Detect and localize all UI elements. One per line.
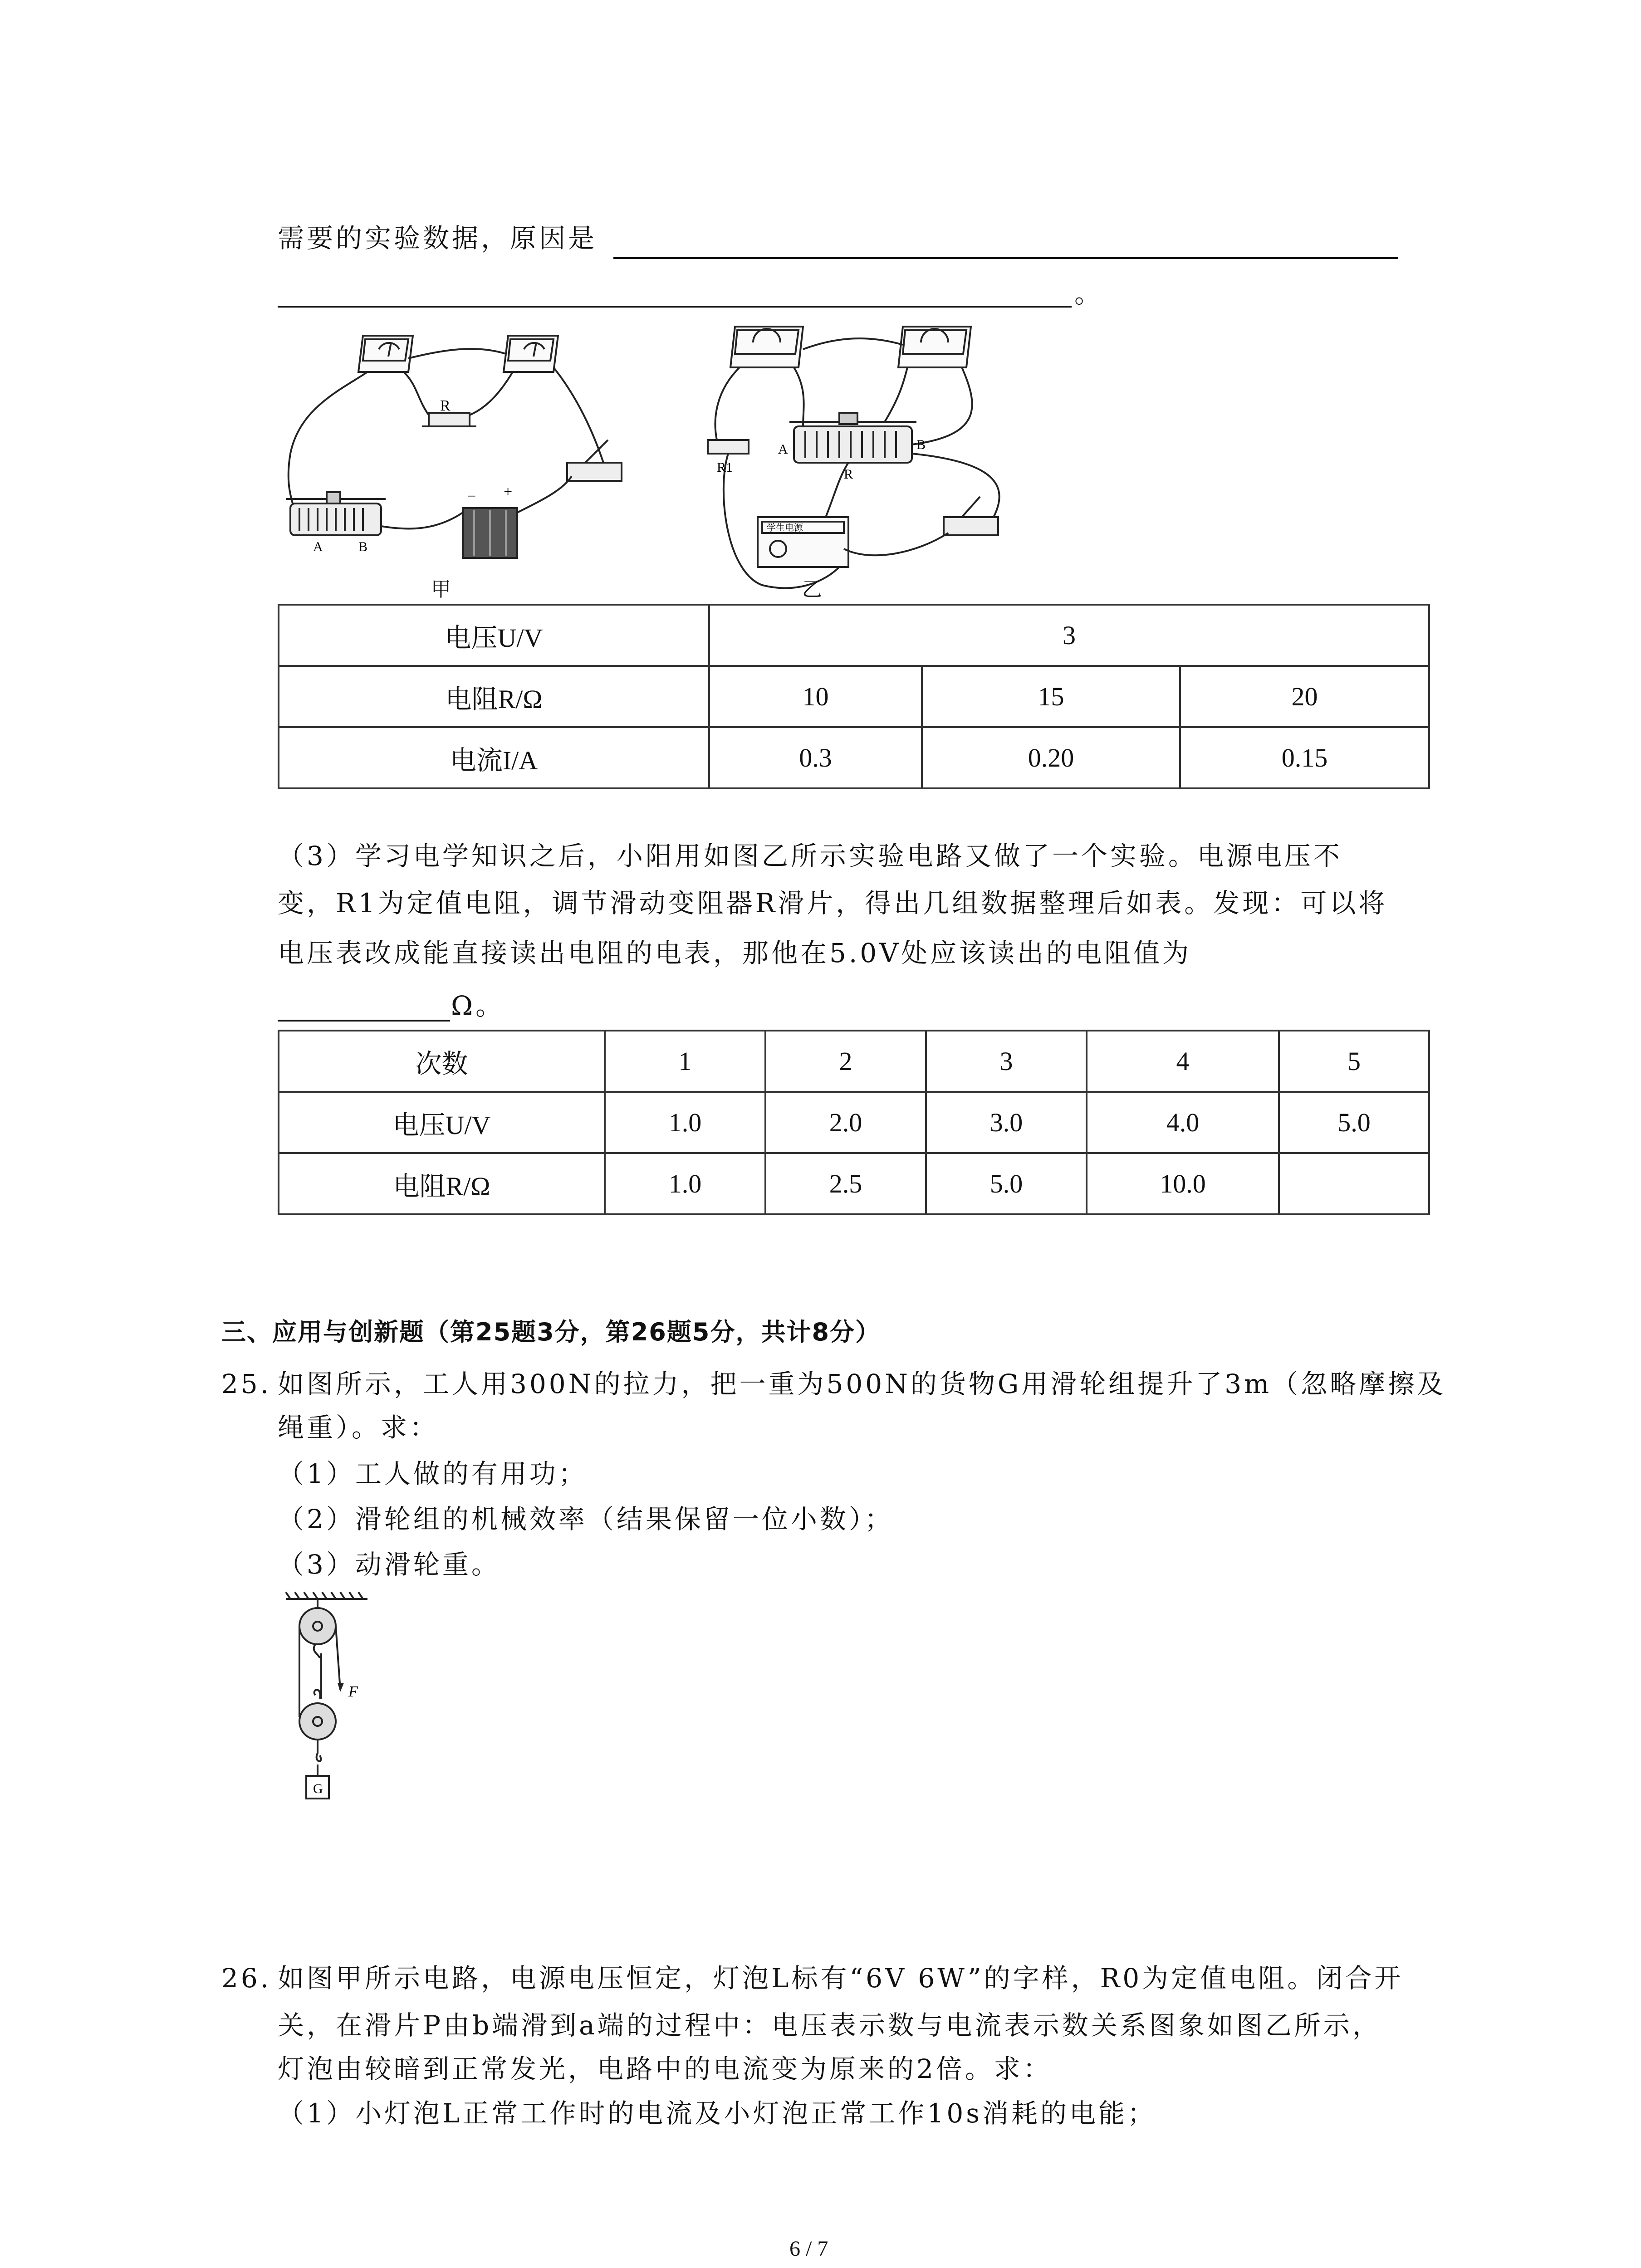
table-header: 4 [1087,1031,1279,1092]
label-minus: − [467,488,476,505]
label-plus: + [504,484,513,500]
table-cell: 1.0 [605,1153,765,1214]
row-label-resistance: 电阻R/Ω [279,1153,605,1214]
answer-blank-1[interactable] [613,257,1398,259]
table-row [279,605,1429,666]
voltage-value: 3 [709,605,1429,666]
table-cell: 20 [1180,666,1429,727]
q26-number: 26. [221,1963,272,1994]
pulley-figure [281,1590,372,1826]
page-number: 6 / 7 [789,2237,828,2261]
part3-line1: （3）学习电学知识之后，小阳用如图乙所示实验电路又做了一个实验。电源电压不 [278,841,1342,871]
label-R1: R1 [717,460,733,475]
figure-caption-yi: 乙 [802,578,822,601]
table-cell: 5.0 [926,1153,1087,1214]
q26-line1: 如图甲所示电路，电源电压恒定，灯泡L标有“6V 6W”的字样，R0为定值电阻。闭合开 [278,1963,1404,1994]
weight-label: G [313,1781,323,1796]
q26-line3: 灯泡由较暗到正常发光，电路中的电流变为原来的2倍。求： [278,2053,1052,2084]
table-header: 5 [1279,1031,1429,1092]
figure-caption-jia: 甲 [431,578,451,601]
q25-sub1: （1）工人做的有用功； [278,1458,588,1489]
label-A: A [313,539,323,554]
q26-sub1: （1）小灯泡L正常工作时的电流及小灯泡正常工作10s消耗的电能； [278,2098,1156,2129]
label-R: R [440,397,451,414]
table-cell: 0.3 [709,727,922,788]
table-header: 1 [605,1031,765,1092]
table-row [279,1031,1429,1092]
circuit-figure-jia [272,318,635,608]
table-header: 2 [765,1031,926,1092]
q24-line2-end: 。 [1074,278,1104,309]
q25-line1: 如图所示，工人用300N的拉力，把一重为500N的货物G用滑轮组提升了3m（忽略摩擦及 [278,1369,1446,1399]
row-label-voltage: 电压U/V [279,1092,605,1153]
table-cell: 2.5 [765,1153,926,1214]
label-B: B [358,539,368,554]
table-cell: 10 [709,666,922,727]
table-cell: 5.0 [1279,1092,1429,1153]
part3-line4: Ω。 [451,990,505,1021]
q25-number: 25. [221,1369,272,1399]
table-row [279,1153,1429,1214]
circuit-figure-yi [690,318,1053,599]
section-heading: 三、应用与创新题（第25题3分，第26题5分，共计8分） [221,1318,881,1346]
data-table-1 [278,604,1430,789]
table-cell: 4.0 [1087,1092,1279,1153]
table-cell: 0.15 [1180,727,1429,788]
label-R: R [844,467,853,482]
table-cell: 1.0 [605,1092,765,1153]
part3-line2: 变，R1为定值电阻，调节滑动变阻器R滑片，得出几组数据整理后如表。发现：可以将 [278,888,1388,919]
row-label-voltage: 电压U/V [279,605,709,666]
answer-blank-2[interactable] [278,306,1072,308]
table-header: 3 [926,1031,1087,1092]
q25-sub2: （2）滑轮组的机械效率（结果保留一位小数）； [278,1504,894,1535]
label-supply: 学生电源 [767,522,803,533]
table-cell: 10.0 [1087,1153,1279,1214]
label-B: B [916,437,926,452]
q24-line1: 需要的实验数据，原因是 [278,223,598,254]
table-row [279,727,1429,788]
label-A: A [778,442,788,457]
row-label-resistance: 电阻R/Ω [279,666,709,727]
table-cell: 3.0 [926,1092,1087,1153]
table-cell: 15 [922,666,1180,727]
table-cell-empty[interactable] [1279,1153,1429,1214]
data-table-2 [278,1030,1430,1215]
force-label: F [348,1683,358,1700]
table-header: 次数 [279,1031,605,1092]
q25-sub3: （3）动滑轮重。 [278,1549,500,1580]
table-cell: 0.20 [922,727,1180,788]
q26-line2: 关，在滑片P由b端滑到a端的过程中：电压表示数与电流表示数关系图象如图乙所示， [278,2010,1381,2041]
q25-line2: 绳重）。求： [278,1412,439,1443]
row-label-current: 电流I/A [279,727,709,788]
part3-line3: 电压表改成能直接读出电阻的电表，那他在5.0V处应该读出的电阻值为 [278,938,1192,968]
table-row [279,666,1429,727]
table-row [279,1092,1429,1153]
answer-blank-3[interactable] [278,1020,450,1022]
table-cell: 2.0 [765,1092,926,1153]
